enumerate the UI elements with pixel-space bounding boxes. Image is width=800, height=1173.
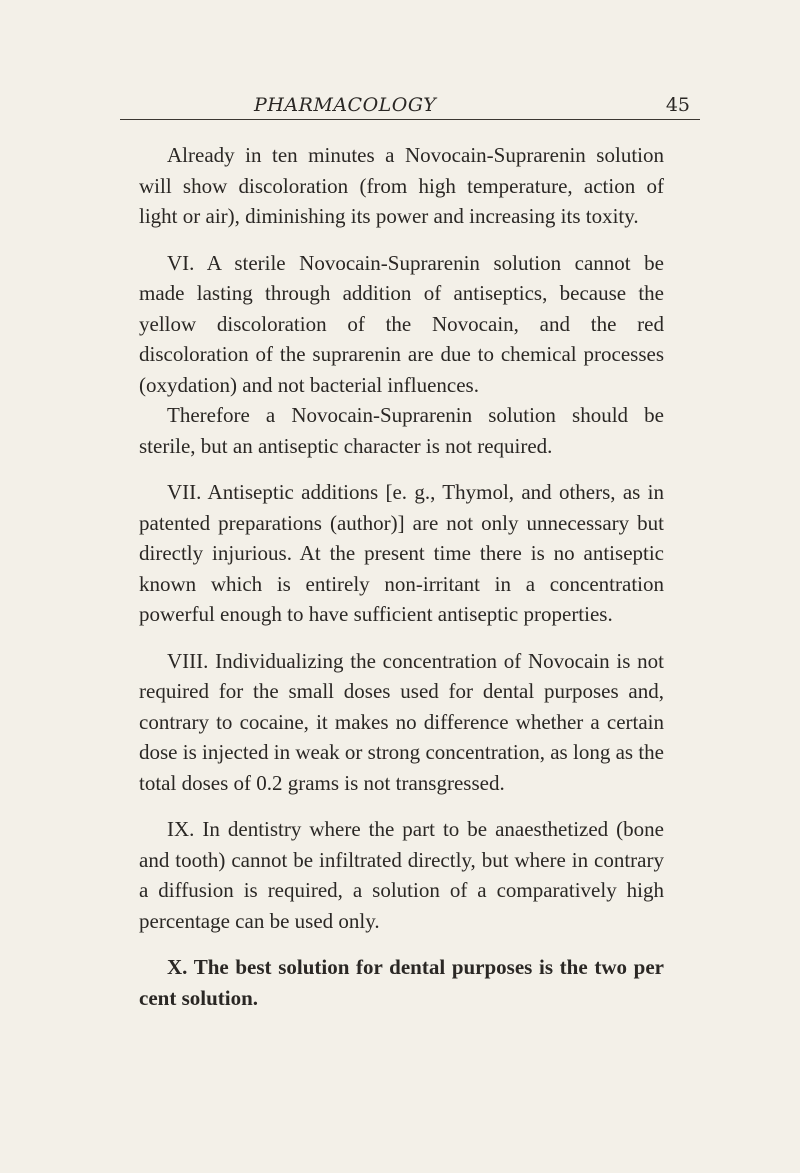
paragraph-vi: VI. A sterile Novocain-Suprarenin solution cannot be made lasting through addition of antiseptics, because the yellow discoloration of the Novocain, and the red discoloration of the suprarenin are due to chemical processes (oxydation) and not bacterial influences. (139, 250, 664, 397)
paragraph-vii: VII. Antiseptic additions [e. g., Thymol, and others, as in patented preparations (author)] are not only unnecessary but directly injurious. At the present time there is no antiseptic known which is entirely non-irritant in a concentration powerful enough to have sufficient antiseptic properties. (139, 480, 664, 626)
page-header (120, 94, 700, 118)
paragraph-vi-continued: Therefore a Novocain-Suprarenin solution should be sterile, but an antiseptic character is not required. (139, 403, 664, 458)
paragraph-x: X. The best solution for dental purposes is the two per cent solution. (139, 955, 664, 1010)
paragraph-intro: Already in ten minutes a Novocain-Suprarenin solution will show discoloration (from high temperature, action of light or air), diminishing its power and increasing its toxity. (139, 143, 664, 228)
page-number: 45 (665, 94, 690, 116)
page-body (139, 140, 664, 1013)
running-title: PHARMACOLOGY (254, 94, 437, 116)
paragraph-ix: IX. In dentistry where the part to be anaesthetized (bone and tooth) cannot be infiltrated directly, but where in contrary a diffusion is required, a solution of a comparatively high percentage can be used only. (139, 817, 664, 933)
header-rule (120, 119, 700, 120)
paragraph-viii: VIII. Individualizing the concentration of Novocain is not required for the small doses used for dental purposes and, contrary to cocaine, it makes no difference whether a certain dose is injected in weak or strong concentration, as long as the total doses of 0.2 grams is not transgressed. (139, 648, 664, 795)
